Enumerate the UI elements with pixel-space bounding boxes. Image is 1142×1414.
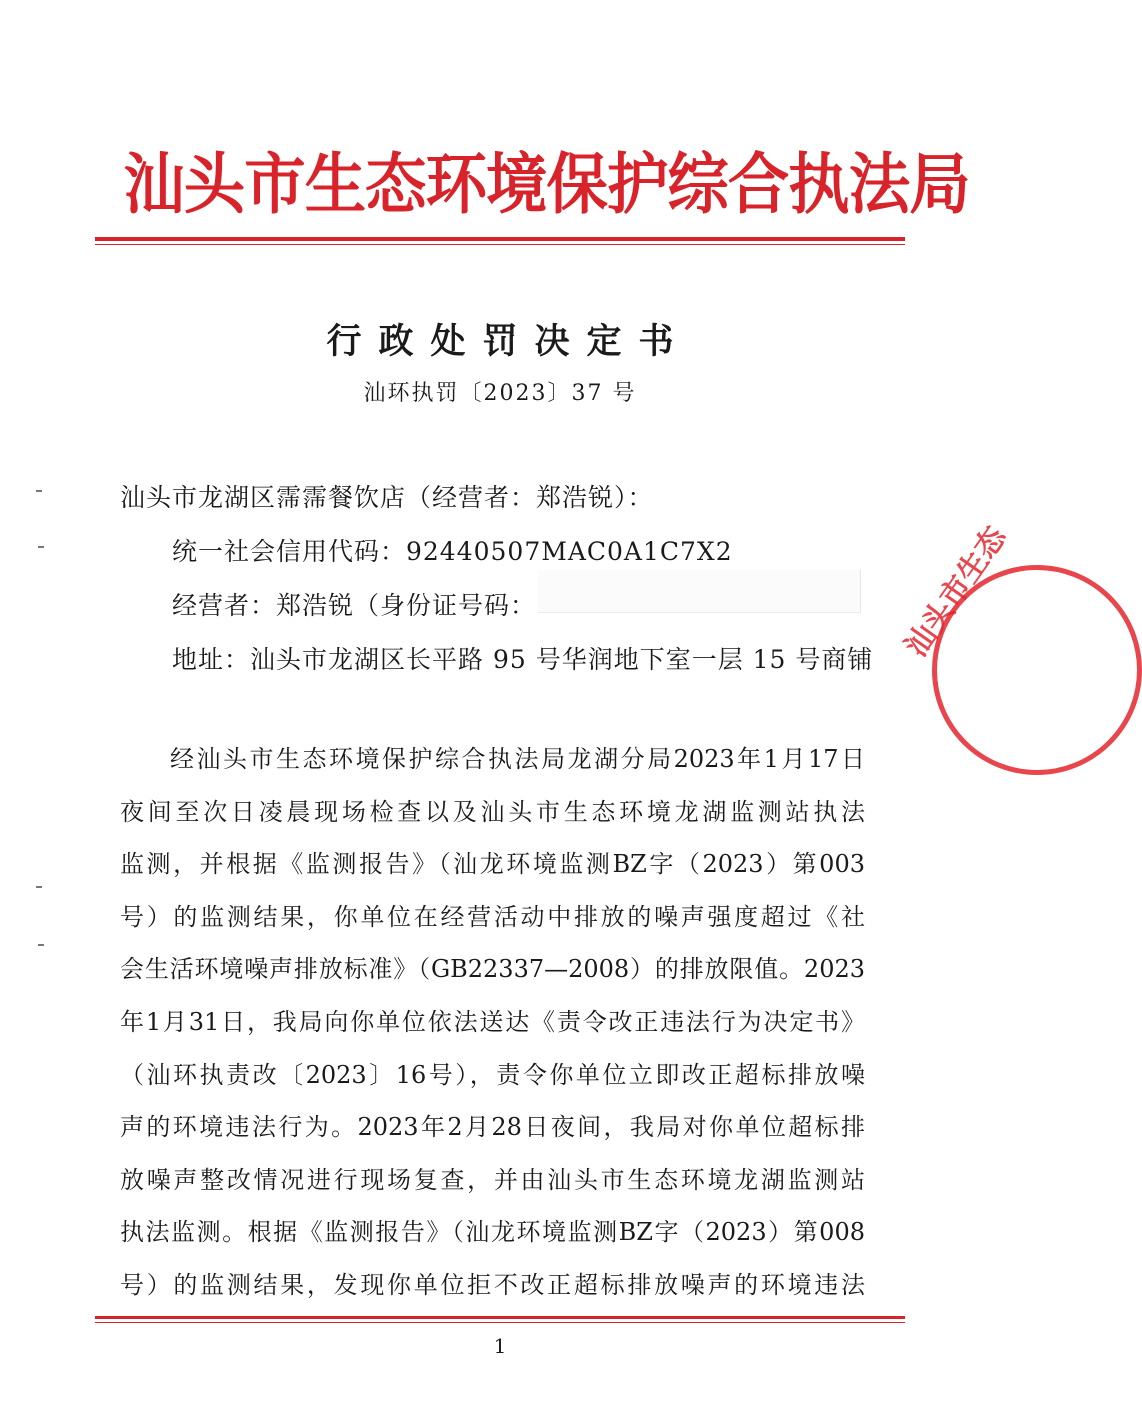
address-line: 地址：汕头市龙湖区长平路 95 号华润地下室一层 15 号商铺 — [172, 645, 874, 674]
operator-line: 经营者：郑浩锐（身份证号码： — [172, 591, 537, 620]
redaction-box — [538, 570, 861, 613]
body-line: 会生活环境噪声排放标准》（GB22337—2008）的排放限值。2023 — [120, 955, 865, 984]
body-line: 年1月31日，我局向你单位依法送达《责令改正违法行为决定书》 — [120, 1007, 865, 1036]
margin-mark — [38, 944, 44, 946]
agency-header: 汕头市生态环境保护综合执法局 — [123, 146, 970, 223]
body-line: 号）的监测结果，发现你单位拒不改正超标排放噪声的环境违法 — [120, 1270, 865, 1299]
body-paragraph — [120, 733, 865, 1312]
margin-mark — [36, 490, 42, 492]
body-line: 执法监测。根据《监测报告》（汕龙环境监测BZ字（2023）第008 — [120, 1218, 865, 1247]
document-number: 汕环执罚〔2023〕37 号 — [363, 381, 637, 406]
header-red-rule-thin — [95, 244, 905, 245]
header-red-rule — [95, 237, 905, 241]
margin-mark — [38, 546, 44, 548]
body-line: 经汕头市生态环境保护综合执法局龙湖分局2023年1月17日 — [170, 745, 865, 773]
body-line: 号）的监测结果，你单位在经营活动中排放的噪声强度超过《社 — [120, 902, 865, 931]
margin-mark — [36, 886, 42, 888]
body-line: （汕环执责改〔2023〕16号），责令你单位立即改正超标排放噪 — [120, 1060, 865, 1089]
page-number: 1 — [493, 1334, 507, 1358]
addressee-line: 汕头市龙湖区霈霈餐饮店（经营者：郑浩锐）： — [120, 483, 654, 512]
official-seal-text: 汕头市生态 — [898, 520, 1014, 664]
body-line: 声的环境违法行为。2023年2月28日夜间，我局对你单位超标排 — [120, 1113, 865, 1142]
credit-code-line: 统一社会信用代码：92440507MAC0A1C7X2 — [172, 537, 733, 566]
body-line: 监测，并根据《监测报告》（汕龙环境监测BZ字（2023）第003 — [120, 850, 865, 879]
footer-red-rule — [95, 1316, 905, 1319]
footer-red-rule-thin — [95, 1322, 905, 1323]
body-line: 放噪声整改情况进行现场复查，并由汕头市生态环境龙湖监测站 — [120, 1165, 865, 1194]
document-title: 行政处罚决定书 — [326, 321, 691, 362]
body-line: 夜间至次日凌晨现场检查以及汕头市生态环境龙湖监测站执法 — [120, 797, 865, 826]
